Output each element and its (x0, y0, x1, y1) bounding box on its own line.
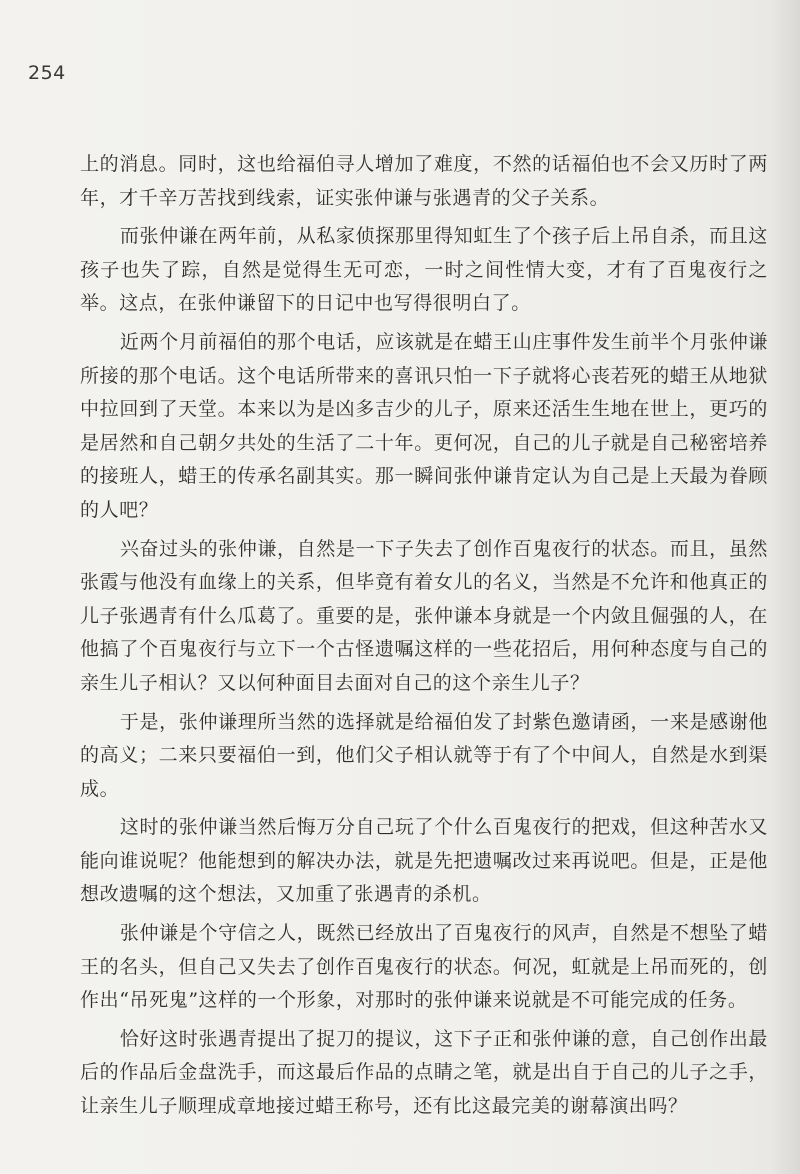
page-number: 254 (28, 62, 66, 84)
paragraph-4: 兴奋过头的张仲谦，自然是一下子失去了创作百鬼夜行的状态。而且，虽然张霞与他没有血缘上的关系，但毕竟有着女儿的名义，当然是不允许和他真正的儿子张遇青有什么瓜葛了。重要的是，张仲谦本身就是一个内敛且倔强的人，在他搞了个百鬼夜行与立下一个古怪遗嘱这样的一些花招后，用何种态度与自己的亲生儿子相认？又以何种面目去面对自己的这个亲生儿子？ (80, 537, 768, 694)
paragraph-2: 而张仲谦在两年前，从私家侦探那里得知虹生了个孩子后上吊自杀，而且这孩子也失了踪，自然是觉得生无可恋，一时之间性情大变，才有了百鬼夜行之举。这点，在张仲谦留下的日记中也写得很明白了。 (80, 225, 768, 315)
paragraph-1: 上的消息。同时，这也给福伯寻人增加了难度，不然的话福伯也不会又历时了两年，才千辛万苦找到线索，证实张仲谦与张遇青的父子关系。 (80, 153, 768, 209)
paragraph-5: 于是，张仲谦理所当然的选择就是给福伯发了封紫色邀请函，一来是感谢他的高义；二来只要福伯一到，他们父子相认就等于有了个中间人，自然是水到渠成。 (80, 710, 768, 800)
paragraph-7: 张仲谦是个守信之人，既然已经放出了百鬼夜行的风声，自然是不想坠了蜡王的名头，但自己又失去了创作百鬼夜行的状态。何况，虹就是上吊而死的，创作出“吊死鬼”这样的一个形象，对那时的张仲谦来说就是不可能完成的任务。 (80, 922, 768, 1012)
paragraph-3: 近两个月前福伯的那个电话，应该就是在蜡王山庄事件发生前半个月张仲谦所接的那个电话。这个电话所带来的喜讯只怕一下子就将心丧若死的蜡王从地狱中拉回到了天堂。本来以为是凶多吉少的儿子，原来还活生生地在世上，更巧的是居然和自己朝夕共处的生活了二十年。更何况，自己的儿子就是自己秘密培养的接班人，蜡王的传承名副其实。那一瞬间张仲谦肯定认为自己是上天最为眷顾的人吧？ (80, 330, 768, 521)
body-text (80, 148, 768, 1129)
paragraph-8: 恰好这时张遇青提出了捉刀的提议，这下子正和张仲谦的意，自己创作出最后的作品后金盘洗手，而这最后作品的点睛之笔，就是出自于自己的儿子之手，让亲生儿子顺理成章地接过蜡王称号，还有比这最完美的谢幕演出吗？ (80, 1027, 768, 1118)
paragraph-6: 这时的张仲谦当然后悔万分自己玩了个什么百鬼夜行的把戏，但这种苦水又能向谁说呢？他能想到的解决办法，就是先把遗嘱改过来再说吧。但是，正是他想改遗嘱的这个想法，又加重了张遇青的杀机。 (80, 816, 768, 906)
page-edge-shadow (770, 0, 800, 1174)
